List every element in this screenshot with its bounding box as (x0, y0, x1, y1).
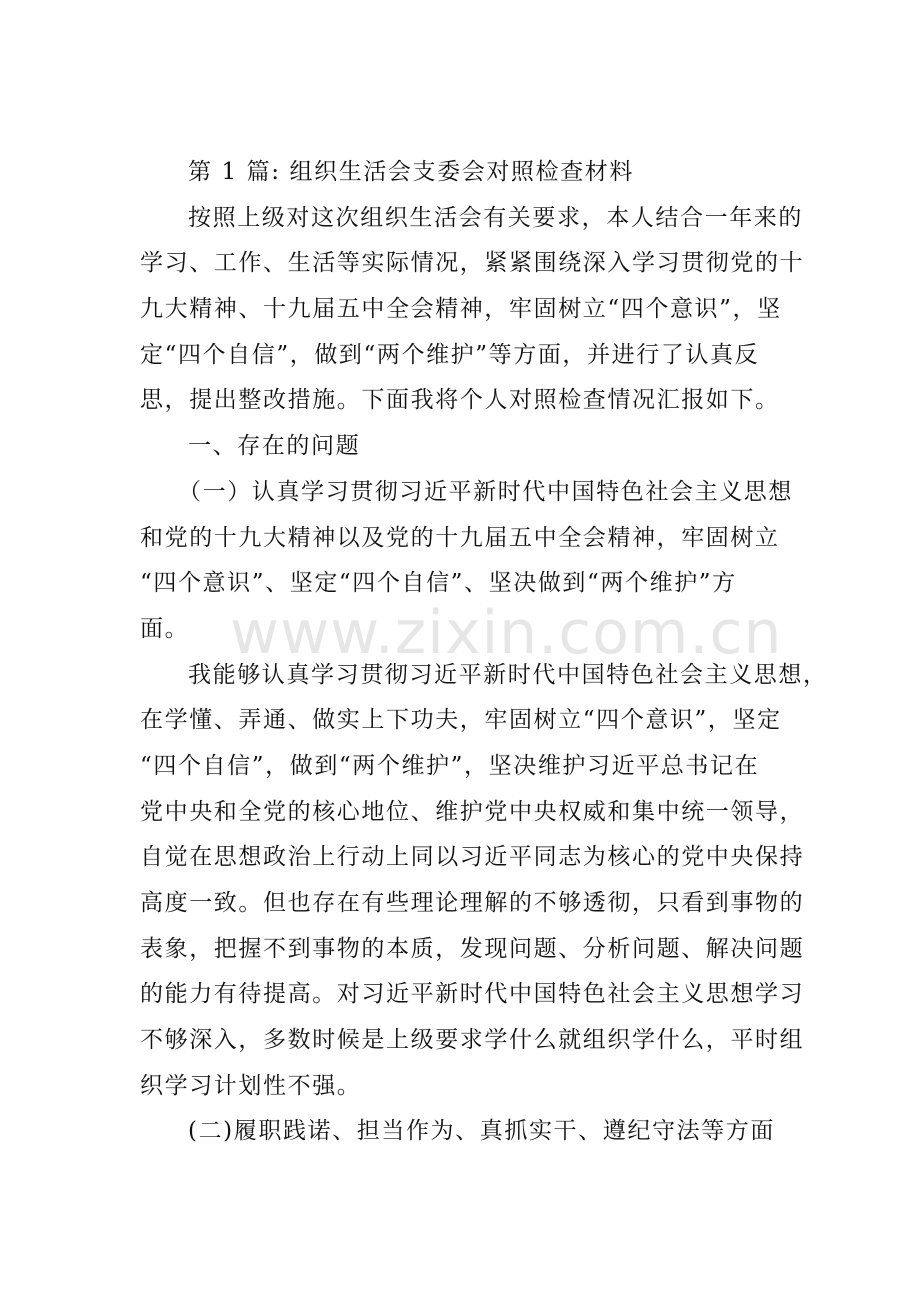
document-title: 第 1 篇: 组织生活会支委会对照检查材料 (188, 159, 634, 185)
intro-line: 思，提出整改措施。下面我将个人对照检查情况汇报如下。 (140, 387, 780, 414)
subsection-heading-line: （一）认真学习贯彻习近平新时代中国特色社会主义思想 (178, 478, 793, 505)
body-line: “四个自信”，做到“两个维护”，坚决维护习近平总书记在 (140, 752, 760, 779)
section-heading: 一、存在的问题 (188, 433, 361, 460)
body-line: 自觉在思想政治上行动上同以习近平同志为核心的党中央保持 (140, 844, 805, 871)
body-line: 高度一致。但也存在有些理论理解的不够透彻，只看到事物的 (140, 890, 805, 916)
intro-line: 按照上级对这次组织生活会有关要求，本人结合一年来的 (188, 204, 803, 231)
intro-line: 学习、工作、生活等实际情况，紧紧围绕深入学习贯彻党的十 (140, 250, 805, 277)
body-line: 表象，把握不到事物的本质，发现问题、分析问题、解决问题 (140, 935, 805, 962)
body-line: 不够深入，多数时候是上级要求学什么就组织学什么，平时组 (140, 1027, 805, 1054)
subsection-heading: (二)履职践诺、担当作为、真抓实干、遵纪守法等方面 (188, 1118, 775, 1145)
body-line: 的能力有待提高。对习近平新时代中国特色社会主义思想学习 (140, 981, 805, 1008)
body-line: 党中央和全党的核心地位、维护党中央权威和集中统一领导， (140, 798, 805, 825)
body-line: 在学懂、弄通、做实上下功夫，牢固树立“四个意识”，坚定 (140, 707, 782, 734)
intro-line: 九大精神、十九届五中全会精神，牢固树立“四个意识”，坚 (140, 296, 782, 323)
subsection-heading-line: “四个意识”、坚定“四个自信”、坚决做到“两个维护”方 (140, 570, 737, 597)
subsection-heading-line: 和党的十九大精神以及党的十九届五中全会精神，牢固树立 (140, 524, 780, 551)
body-line: 织学习计划性不强。 (140, 1072, 362, 1099)
subsection-heading-line: 面。 (140, 615, 190, 642)
body-line: 我能够认真学习贯彻习近平新时代中国特色社会主义思想， (188, 661, 828, 688)
document-body (140, 150, 828, 1155)
intro-line: 定“四个自信”，做到“两个维护”等方面，并进行了认真反 (140, 341, 760, 368)
watermark: www.zixin.com.cn (230, 598, 783, 668)
